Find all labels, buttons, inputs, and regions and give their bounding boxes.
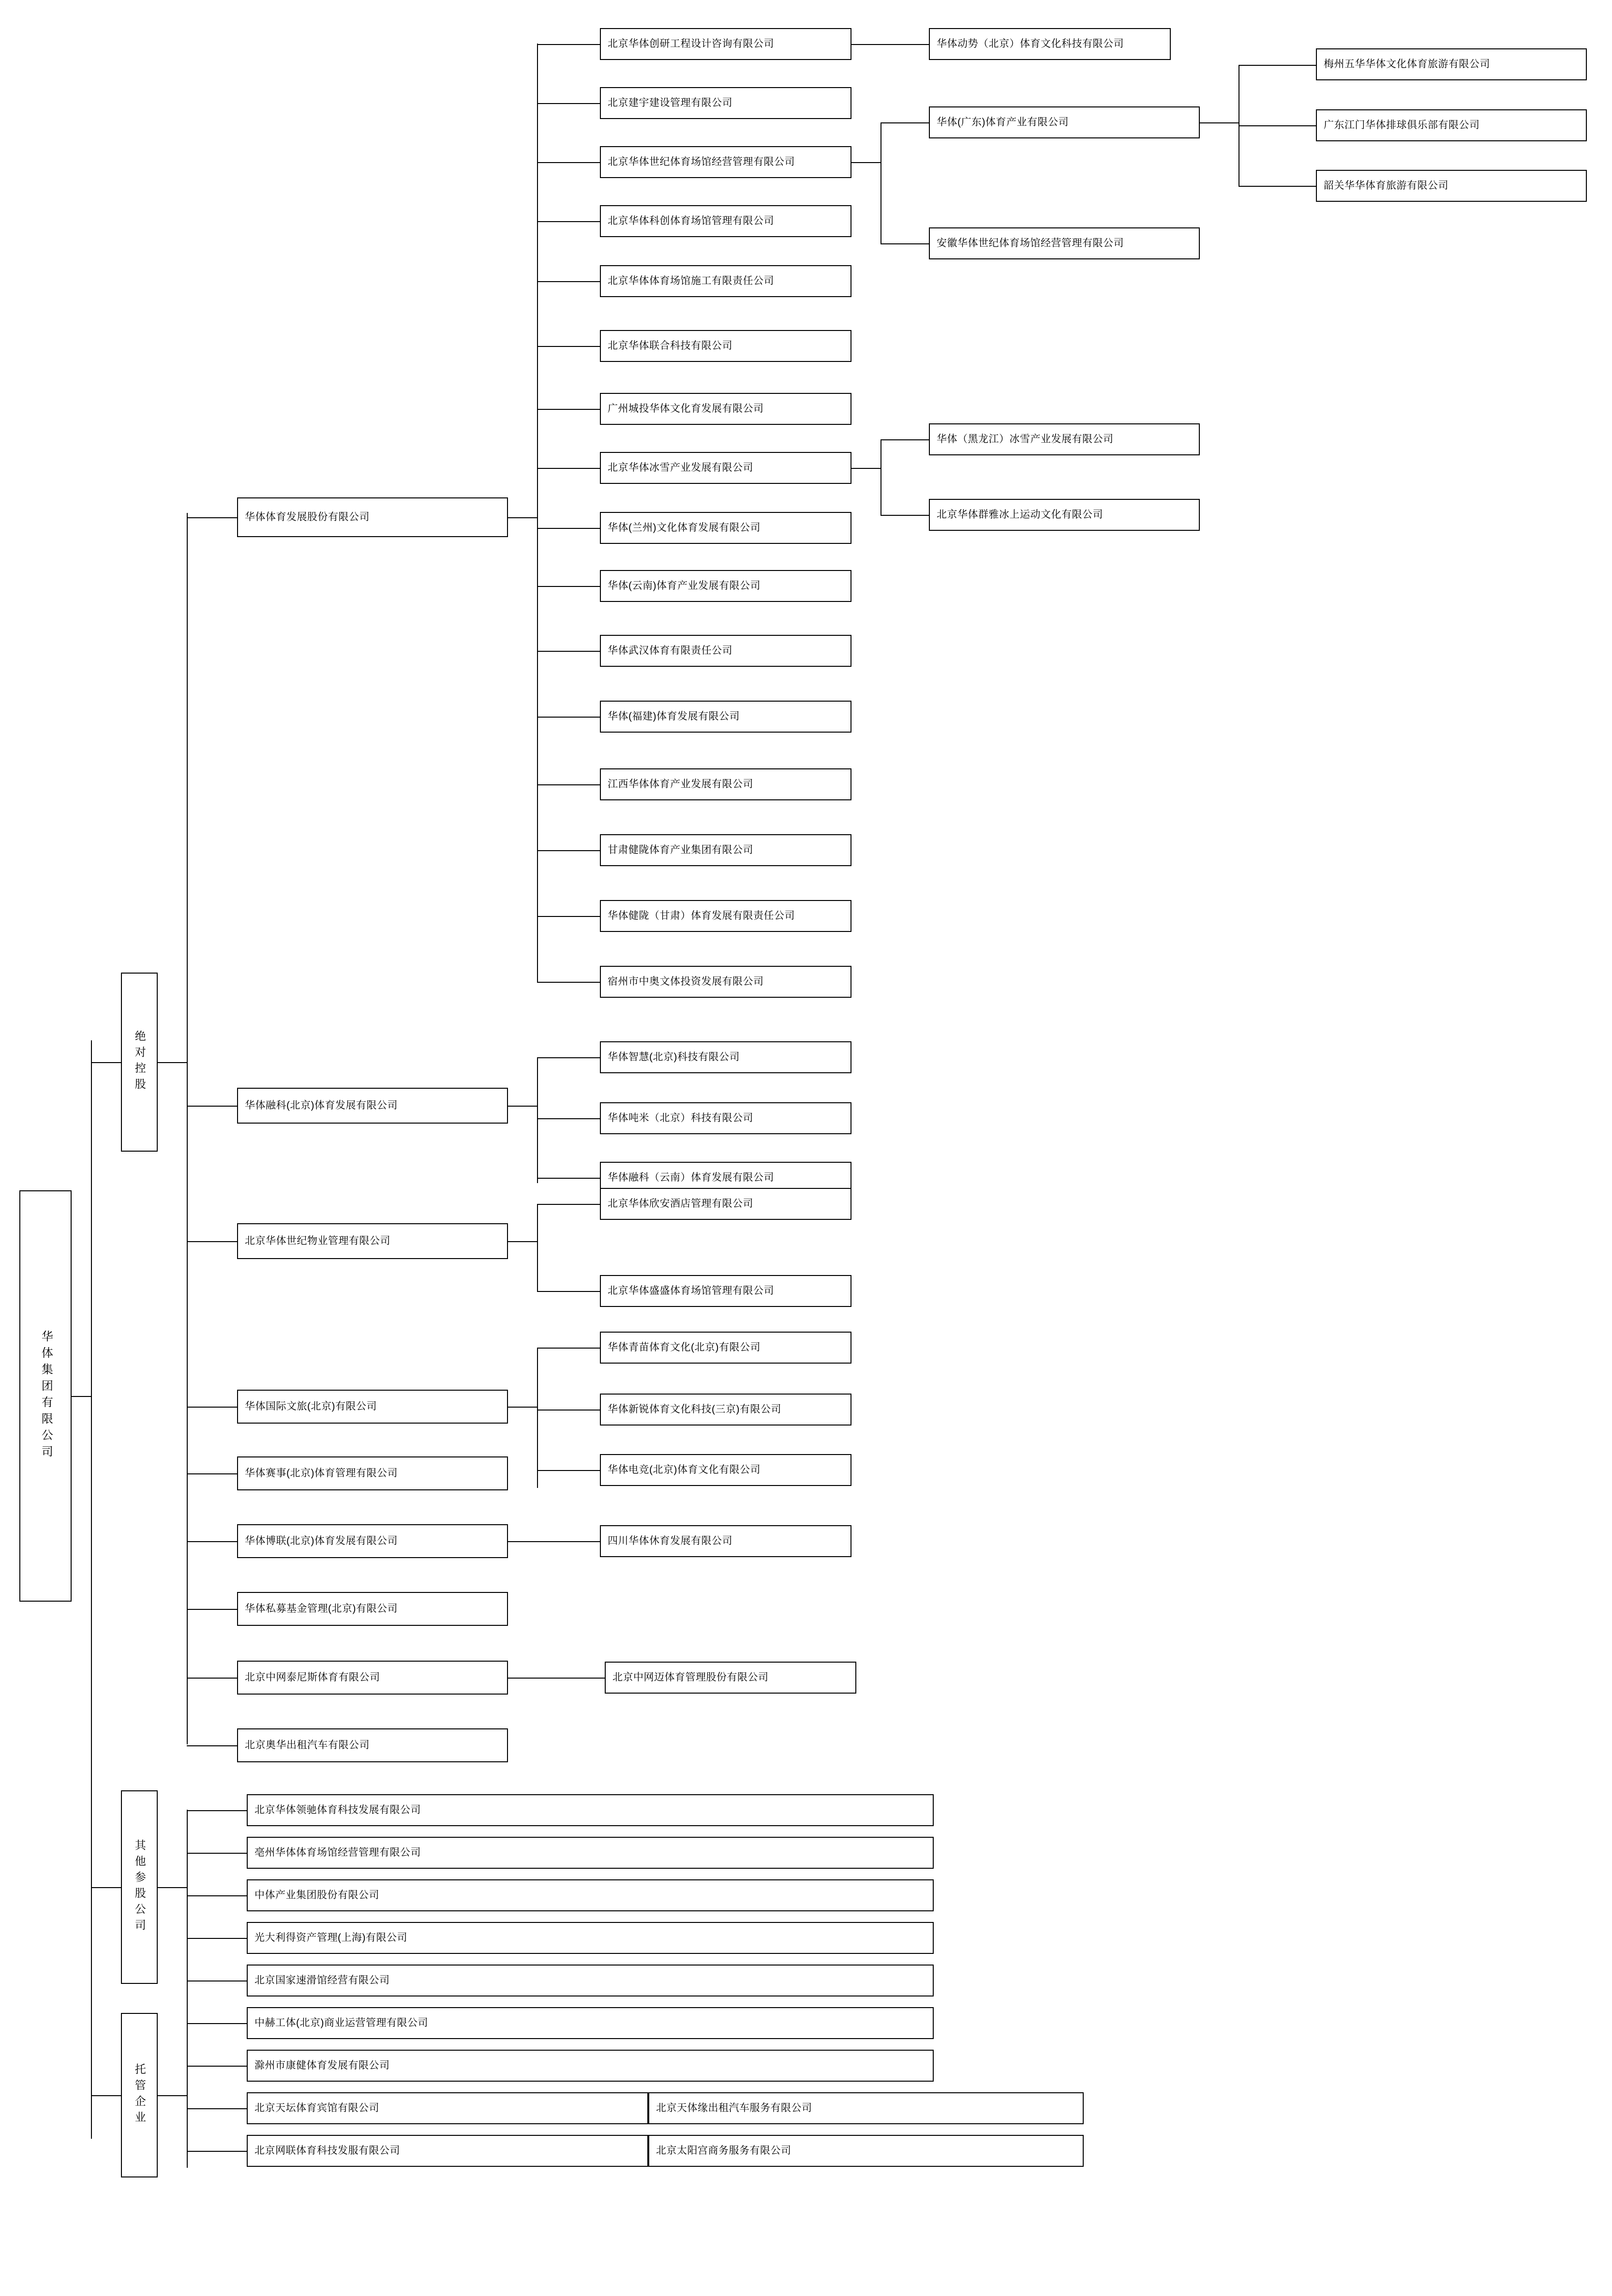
connector [537, 103, 600, 104]
node-child-huati-6: 广州城投华体文化育发展有限公司 [600, 393, 851, 425]
node-child-huati-10: 华体武汉体育有限责任公司 [600, 635, 851, 667]
node-zhongwang: 北京中网泰尼斯体育有限公司 [237, 1661, 508, 1695]
node-wuye-child-1: 北京华体盛盛体育场馆管理有限公司 [600, 1275, 851, 1307]
connector [158, 2095, 187, 2096]
node-wuye: 北京华体世纪物业管理有限公司 [237, 1223, 508, 1259]
node-child-huati-13: 甘肃健陇体育产业集团有限公司 [600, 834, 851, 866]
connector [91, 1887, 121, 1888]
connector [508, 1541, 600, 1542]
connector [537, 281, 600, 282]
connector [881, 439, 929, 440]
connector [158, 1062, 187, 1063]
connector [187, 1609, 237, 1610]
connector [91, 1040, 92, 2139]
connector [91, 2095, 121, 2096]
connector [537, 1348, 600, 1349]
connector [187, 1407, 237, 1408]
node-trust-0: 中赫工体(北京)商业运营管理有限公司 [247, 2007, 934, 2039]
node-rongke-child-1: 华体吨米（北京）科技有限公司 [600, 1102, 851, 1134]
connector [508, 1241, 537, 1242]
node-bolian: 华体博联(北京)体育发展有限公司 [237, 1524, 508, 1558]
node-child-huati-12: 江西华体体育产业发展有限公司 [600, 768, 851, 800]
node-child-huati-11: 华体(福建)体育发展有限公司 [600, 701, 851, 733]
connector [537, 1204, 538, 1291]
node-trust-1: 滁州市康健体育发展有限公司 [247, 2050, 934, 2082]
connector [158, 1887, 187, 1888]
connector [187, 1241, 237, 1242]
connector [1239, 65, 1316, 66]
connector [537, 1118, 600, 1119]
connector [187, 1853, 247, 1854]
connector [187, 513, 188, 1744]
connector [508, 517, 537, 518]
node-child-huati-0: 北京华体创研工程设计咨询有限公司 [600, 28, 851, 60]
connector [1239, 186, 1316, 187]
category-absolute-control: 绝对控股 [121, 973, 158, 1152]
node-shiji-child-1: 安徽华体世纪体育场馆经营管理有限公司 [929, 227, 1200, 259]
connector [1239, 125, 1316, 126]
connector [187, 1106, 237, 1107]
node-child-huati-2: 北京华体世纪体育场馆经营管理有限公司 [600, 146, 851, 178]
connector [537, 850, 600, 851]
category-trust: 托管企业 [121, 2013, 158, 2177]
connector [187, 1895, 247, 1896]
connector [537, 221, 600, 222]
node-child-huati-4: 北京华体体育场馆施工有限责任公司 [600, 265, 851, 297]
category-other-shares: 其他参股公司 [121, 1790, 158, 1984]
node-guangdong-child-1: 广东江门华体排球俱乐部有限公司 [1316, 109, 1587, 141]
node-child-huati-1: 北京建宇建设管理有限公司 [600, 87, 851, 119]
connector [537, 44, 600, 45]
node-child-huati-14: 华体健陇（甘肃）体育发展有限责任公司 [600, 900, 851, 932]
node-wenlv-child-1: 华体新锐体育文化科技(三京)有限公司 [600, 1394, 851, 1426]
connector [537, 1291, 600, 1292]
node-rongke-child-2: 华体融科（云南）体育发展有限公司 [600, 1162, 851, 1194]
node-child-huati-3: 北京华体科创体育场馆管理有限公司 [600, 205, 851, 237]
connector [537, 346, 600, 347]
node-trust-3: 北京网联体育科技发服有限公司 [247, 2135, 648, 2167]
connector [1200, 122, 1239, 123]
connector [881, 243, 929, 244]
connector [187, 2108, 247, 2109]
connector [537, 1178, 600, 1179]
connector [537, 916, 600, 917]
connector [537, 1410, 600, 1411]
node-rongke-child-0: 华体智慧(北京)科技有限公司 [600, 1041, 851, 1073]
node-simu: 华体私募基金管理(北京)有限公司 [237, 1592, 508, 1626]
node-bingxue-child-0: 华体（黑龙江）冰雪产业发展有限公司 [929, 423, 1200, 455]
connector [537, 1057, 600, 1058]
connector [187, 1810, 247, 1811]
node-wuye-child-0: 北京华体欣安酒店管理有限公司 [600, 1188, 851, 1220]
node-saishi: 华体赛事(北京)体育管理有限公司 [237, 1456, 508, 1490]
connector [537, 784, 600, 785]
connector [508, 1106, 537, 1107]
connector [537, 162, 600, 163]
node-shiji-child-0: 华体(广东)体育产业有限公司 [929, 106, 1200, 138]
node-trust-child-0: 北京天体缘出租汽车服务有限公司 [648, 2092, 1084, 2124]
root-node: 华体集团有限公司 [19, 1190, 72, 1602]
node-rongke: 华体融科(北京)体育发展有限公司 [237, 1088, 508, 1124]
connector [537, 468, 600, 469]
connector [537, 651, 600, 652]
connector [537, 586, 600, 587]
connector [187, 1678, 237, 1679]
node-child-huati-8: 华体(兰州)文化体育发展有限公司 [600, 512, 851, 544]
node-bolian-child-0: 四川华体休育发展有限公司 [600, 1525, 851, 1557]
node-other-share-2: 中体产业集团股份有限公司 [247, 1879, 934, 1911]
connector [72, 1396, 91, 1397]
node-bingxue-child-1: 北京华体群雅冰上运动文化有限公司 [929, 499, 1200, 531]
connector [537, 1470, 600, 1471]
node-trust-child-1: 北京太阳宫商务服务有限公司 [648, 2135, 1084, 2167]
connector [537, 1204, 600, 1205]
connector [537, 717, 600, 718]
node-other-share-1: 亳州华体体育场馆经营管理有限公司 [247, 1837, 934, 1869]
node-guoji-wenlv: 华体国际文旅(北京)有限公司 [237, 1390, 508, 1424]
node-guangdong-child-0: 梅州五华华体文化体育旅游有限公司 [1316, 48, 1587, 80]
node-huati-sports: 华体体育发展股份有限公司 [237, 497, 508, 537]
node-wenlv-child-0: 华体青苗体育文化(北京)有限公司 [600, 1332, 851, 1364]
node-child-huati-15: 宿州市中奥文体投资发展有限公司 [600, 966, 851, 998]
connector [537, 1057, 538, 1183]
node-other-share-0: 北京华体领驰体育科技发展有限公司 [247, 1794, 934, 1826]
node-child-huati-5: 北京华体联合科技有限公司 [600, 330, 851, 362]
connector [187, 2023, 247, 2024]
connector [187, 1810, 188, 2168]
node-wenlv-child-2: 华体电竞(北京)体育文化有限公司 [600, 1454, 851, 1486]
connector [187, 1541, 237, 1542]
node-other-share-4: 北京国家速滑馆经营有限公司 [247, 1965, 934, 1996]
connector [187, 1745, 237, 1746]
node-child-huati-9: 华体(云南)体育产业发展有限公司 [600, 570, 851, 602]
connector [187, 2151, 247, 2152]
connector [851, 162, 881, 163]
connector [187, 1938, 247, 1939]
node-trust-2: 北京天坛体育宾馆有限公司 [247, 2092, 648, 2124]
connector [187, 1473, 237, 1474]
node-zhongwang-child-0: 北京中网迈体育管理股份有限公司 [605, 1662, 856, 1694]
connector [537, 528, 600, 529]
connector [187, 517, 237, 518]
node-chuangyan-child-0: 华体动势（北京）体育文化科技有限公司 [929, 28, 1171, 60]
connector [537, 1348, 538, 1488]
connector [508, 1678, 605, 1679]
connector [851, 44, 929, 45]
connector [537, 44, 538, 982]
node-guangdong-child-2: 韶关华华体育旅游有限公司 [1316, 170, 1587, 202]
node-child-huati-7: 北京华体冰雪产业发展有限公司 [600, 452, 851, 484]
node-aohua: 北京奧华出租汽车有限公司 [237, 1728, 508, 1762]
connector [187, 2066, 247, 2067]
connector [508, 1407, 537, 1408]
connector [851, 468, 881, 469]
connector [537, 409, 600, 410]
connector [881, 122, 929, 123]
connector [881, 515, 929, 516]
connector [537, 982, 600, 983]
connector [91, 1062, 121, 1063]
node-other-share-3: 光大利得资产管理(上海)有限公司 [247, 1922, 934, 1954]
